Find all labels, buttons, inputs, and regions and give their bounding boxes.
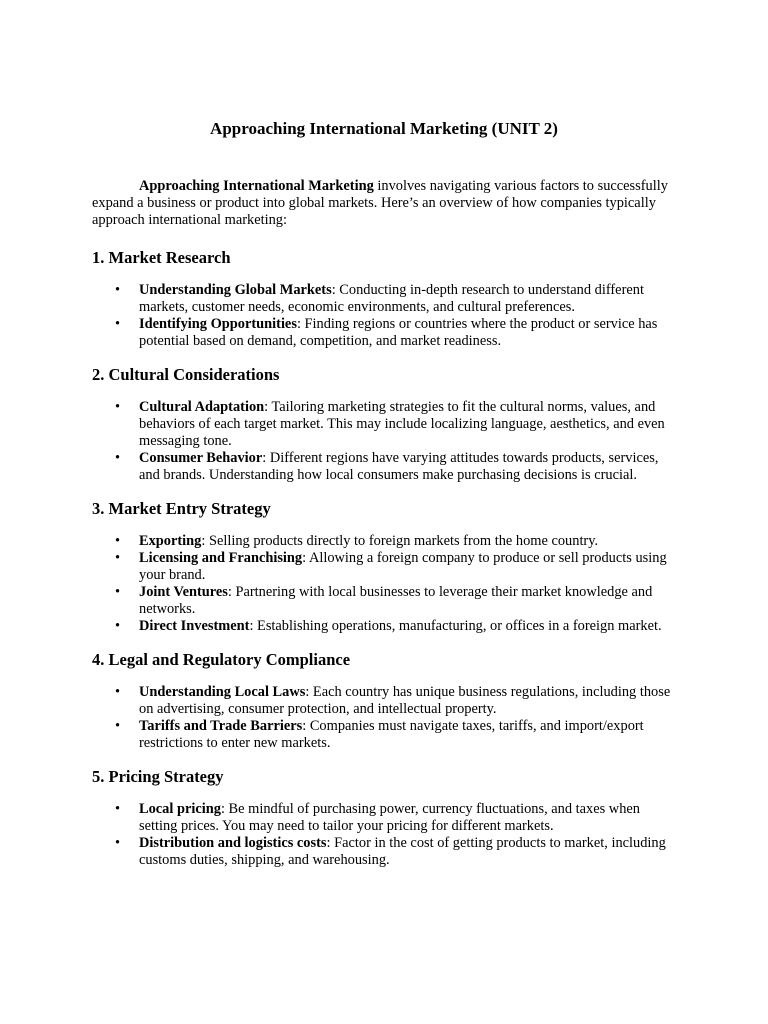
bullet-icon: • <box>115 618 121 634</box>
item-term: Local pricing <box>139 801 221 817</box>
bullet-icon: • <box>115 399 121 415</box>
list-item <box>92 584 676 618</box>
item-term: Tariffs and Trade Barriers <box>139 718 303 734</box>
bullet-icon: • <box>115 316 121 332</box>
section-heading-legal-compliance: 4. Legal and Regulatory Compliance <box>92 650 351 669</box>
section-heading-market-research: 1. Market Research <box>92 248 231 267</box>
list-item <box>92 684 676 718</box>
list-item <box>92 399 676 450</box>
list-item <box>92 533 676 550</box>
item-text: : Selling products directly to foreign markets from the home country. <box>201 533 599 549</box>
item-term: Joint Ventures <box>139 584 228 600</box>
section-heading-cultural-considerations: 2. Cultural Considerations <box>92 365 280 384</box>
section-heading-pricing-strategy: 5. Pricing Strategy <box>92 767 224 786</box>
item-text: : Be mindful of purchasing power, currency fluctuations, and taxes when setting prices. You may need to tailor your pricing for different markets. <box>139 801 640 834</box>
item-term: Understanding Local Laws <box>139 684 306 700</box>
bullet-list-market-research <box>92 282 676 350</box>
item-text: : Companies must navigate taxes, tariffs, and import/export restrictions to enter new markets. <box>139 718 644 751</box>
intro-paragraph <box>92 178 676 229</box>
item-text: : Tailoring marketing strategies to fit the cultural norms, values, and behaviors of each target market. This may include localizing language, aesthetics, and even messaging tone. <box>139 399 665 449</box>
intro-text: involves navigating various factors to successfully expand a business or product into global markets. Here’s an overview of how companies typically approach international marketing: <box>92 178 668 228</box>
list-item <box>92 282 676 316</box>
list-item <box>92 450 676 484</box>
item-text: : Establishing operations, manufacturing, or offices in a foreign market. <box>249 618 662 634</box>
list-item <box>92 618 676 635</box>
list-item <box>92 835 676 869</box>
item-text: : Partnering with local businesses to leverage their market knowledge and networks. <box>139 584 653 617</box>
list-item <box>92 550 676 584</box>
bullet-icon: • <box>115 835 121 851</box>
bullet-icon: • <box>115 550 121 566</box>
bullet-icon: • <box>115 282 121 298</box>
item-term: Direct Investment <box>139 618 250 634</box>
item-term: Exporting <box>139 533 202 549</box>
item-term: Cultural Adaptation <box>139 399 265 415</box>
bullet-icon: • <box>115 584 121 600</box>
item-term: Distribution and logistics costs <box>139 835 327 851</box>
section-heading-market-entry-strategy: 3. Market Entry Strategy <box>92 499 271 518</box>
item-term: Understanding Global Markets <box>139 282 332 298</box>
list-item <box>92 801 676 835</box>
bullet-list-pricing-strategy <box>92 801 676 869</box>
bullet-list-market-entry-strategy <box>92 533 676 635</box>
item-term: Consumer Behavior <box>139 450 263 466</box>
intro-bold-term: Approaching International Marketing <box>139 178 374 194</box>
bullet-icon: • <box>115 718 121 734</box>
bullet-icon: • <box>115 450 121 466</box>
item-text: : Allowing a foreign company to produce or sell products using your brand. <box>139 550 667 583</box>
item-text: : Finding regions or countries where the product or service has potential based on demand, competition, and market readiness. <box>139 316 658 349</box>
page-title: Approaching International Marketing (UNIT 2) <box>210 119 558 138</box>
bullet-icon: • <box>115 684 121 700</box>
item-term: Identifying Opportunities <box>139 316 297 332</box>
item-text: : Conducting in-depth research to understand different markets, customer needs, economic environments, and cultural preferences. <box>139 282 644 315</box>
bullet-icon: • <box>115 801 121 817</box>
list-item <box>92 316 676 350</box>
item-term: Licensing and Franchising <box>139 550 303 566</box>
bullet-icon: • <box>115 533 121 549</box>
bullet-list-legal-compliance <box>92 684 676 752</box>
item-text: : Factor in the cost of getting products to market, including customs duties, shipping, and warehousing. <box>139 835 666 868</box>
item-text: : Different regions have varying attitudes towards products, services, and brands. Understanding how local consumers make purchasing decisions is crucial. <box>139 450 659 483</box>
bullet-list-cultural-considerations <box>92 399 676 484</box>
list-item <box>92 718 676 752</box>
item-text: : Each country has unique business regulations, including those on advertising, consumer protection, and intellectual property. <box>139 684 671 717</box>
